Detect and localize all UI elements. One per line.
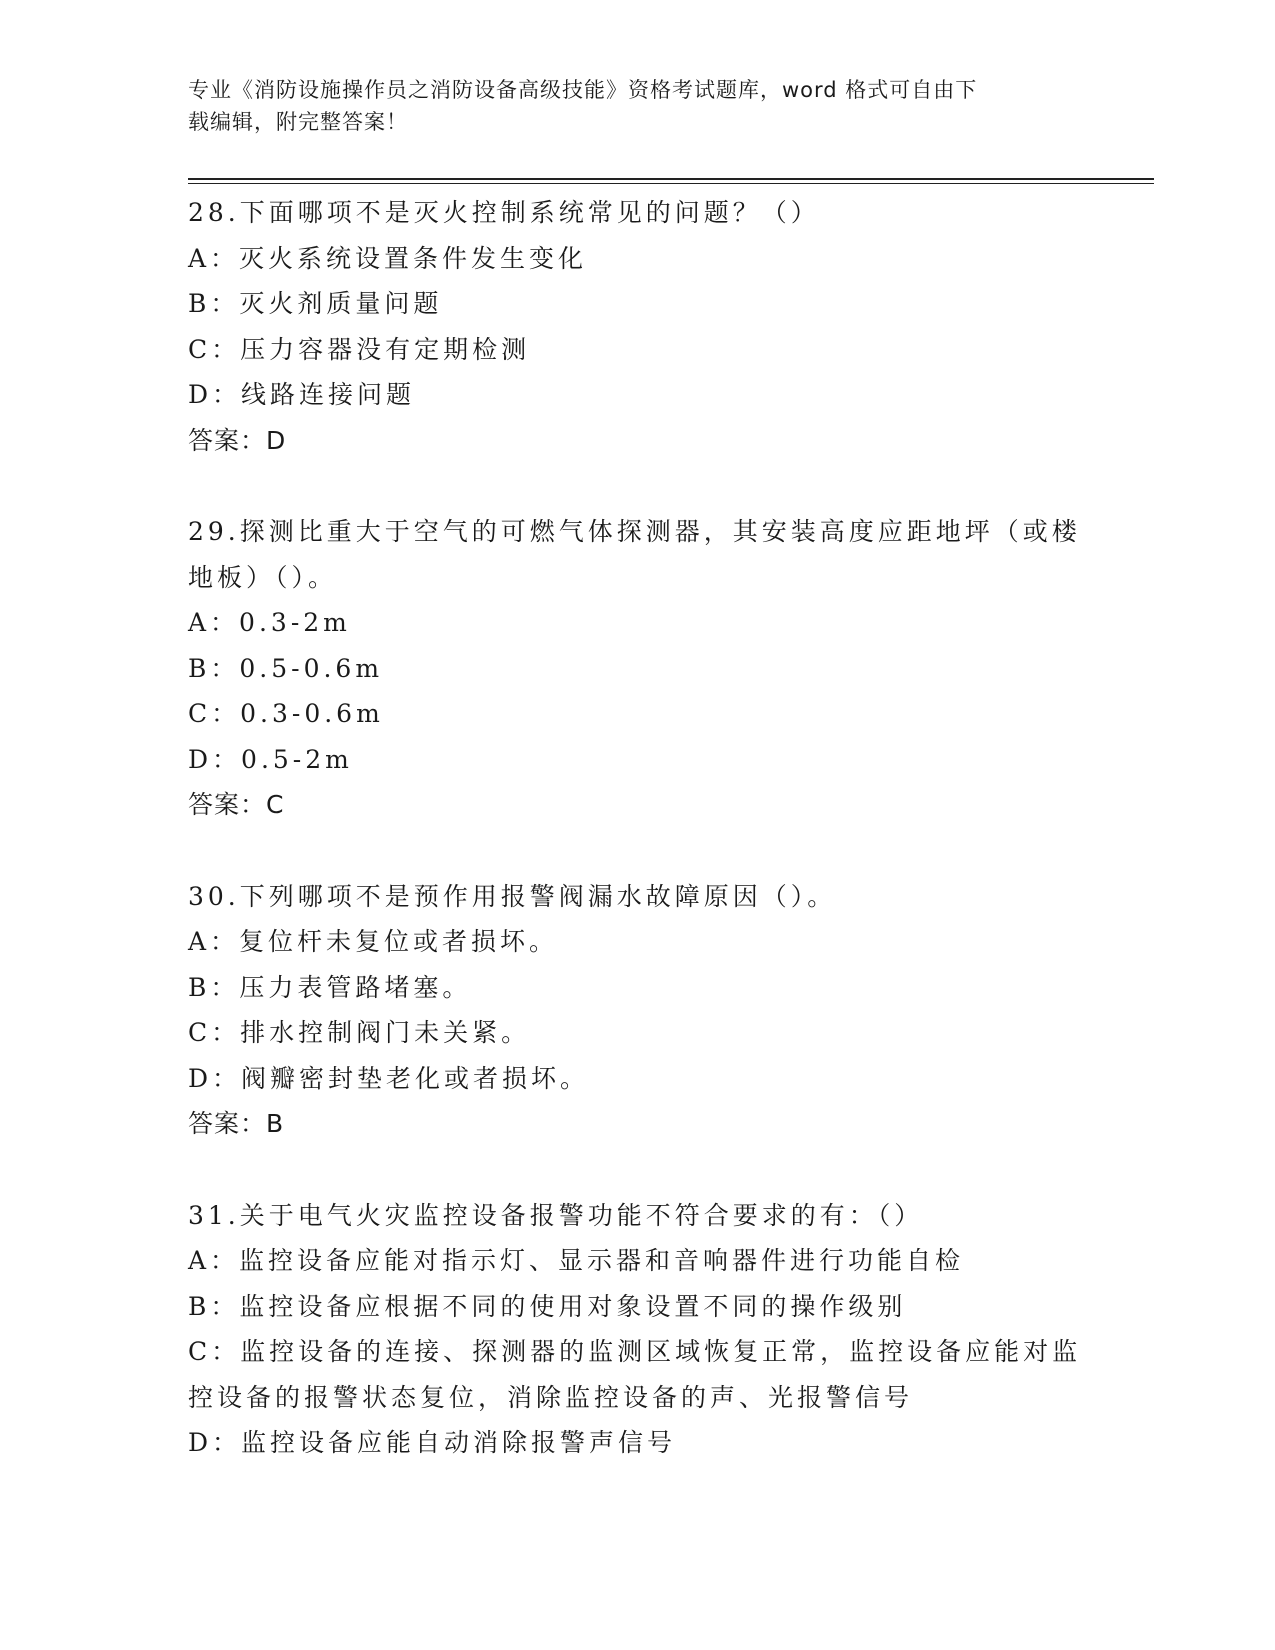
option-d: D：监控设备应能自动消除报警声信号	[188, 1428, 677, 1457]
header-line-1: 专业《消防设施操作员之消防设备高级技能》资格考试题库，word 格式可自由下	[188, 78, 978, 102]
option-c: C：排水控制阀门未关紧。	[188, 1018, 531, 1047]
option-d: D：0.5-2m	[188, 744, 353, 774]
header-line-2: 载编辑，附完整答案！	[188, 110, 408, 134]
question-31	[188, 1193, 1088, 1466]
question-stem-line-1: 29.探测比重大于空气的可燃气体探测器，其安装高度应距地坪（或楼	[188, 517, 1081, 546]
header-divider-thick	[188, 178, 1154, 180]
question-29	[188, 509, 1088, 828]
option-a: A：复位杆未复位或者损坏。	[188, 927, 559, 956]
header-divider-thin	[188, 183, 1154, 184]
option-d: D：线路连接问题	[188, 380, 416, 409]
question-list	[188, 190, 1088, 1512]
option-c-continued: 控设备的报警状态复位，消除监控设备的声、光报警信号	[188, 1382, 914, 1412]
question-stem: 28.下面哪项不是灭火控制系统常见的问题？（）	[188, 198, 820, 227]
question-stem-line-2: 地板）（）。	[188, 562, 338, 592]
option-a: A：灭火系统设置条件发生变化	[188, 243, 588, 273]
option-c: C：压力容器没有定期检测	[188, 334, 531, 364]
option-b: B：监控设备应根据不同的使用对象设置不同的操作级别	[188, 1291, 907, 1321]
answer: 答案：C	[188, 790, 285, 819]
option-b: B：灭火剂质量问题	[188, 289, 443, 318]
question-stem: 31.关于电气火灾监控设备报警功能不符合要求的有：（）	[188, 1200, 924, 1230]
document-header	[188, 74, 1068, 138]
option-c: C：0.3-0.6m	[188, 699, 384, 728]
question-stem: 30.下列哪项不是预作用报警阀漏水故障原因（）。	[188, 881, 837, 911]
option-d: D：阀瓣密封垫老化或者损坏。	[188, 1063, 590, 1093]
answer: 答案：B	[188, 1109, 285, 1138]
option-c: C：监控设备的连接、探测器的监测区域恢复正常，监控设备应能对监	[188, 1337, 1082, 1366]
option-b: B：0.5-0.6m	[188, 653, 384, 683]
answer: 答案：D	[188, 425, 287, 455]
option-a: A：0.3-2m	[188, 608, 351, 637]
option-b: B：压力表管路堵塞。	[188, 972, 472, 1002]
question-28	[188, 190, 1088, 463]
question-30	[188, 874, 1088, 1147]
option-a: A：监控设备应能对指示灯、显示器和音响器件进行功能自检	[188, 1246, 965, 1275]
